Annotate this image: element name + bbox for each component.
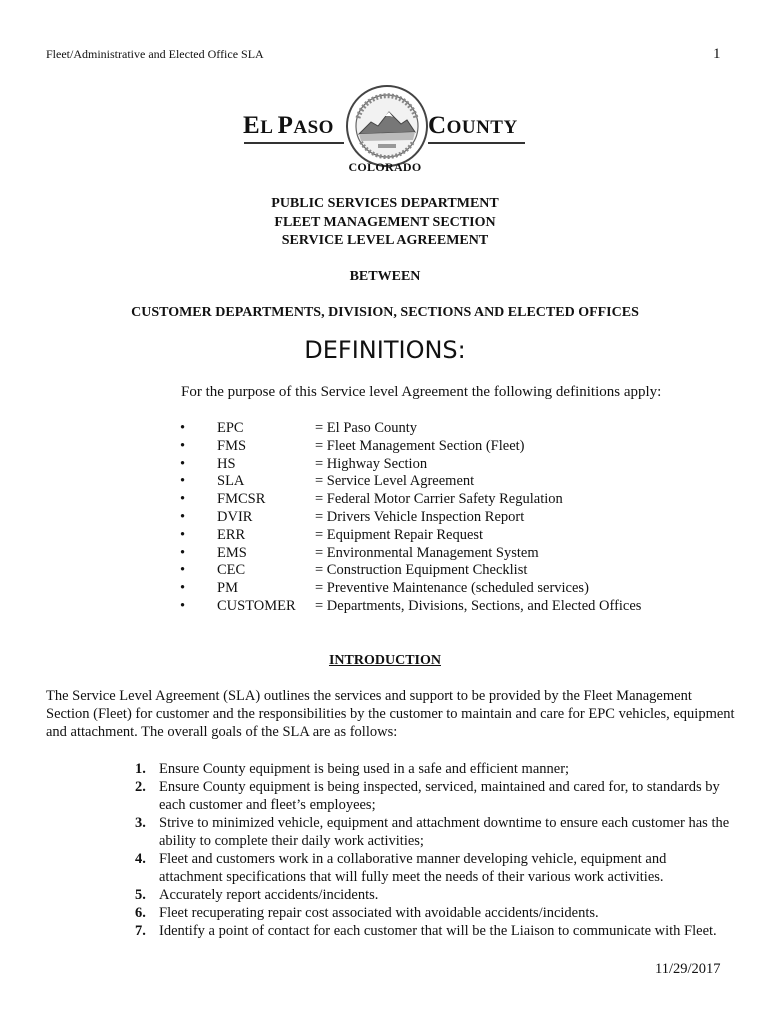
logo-underline-right	[428, 142, 525, 144]
bullet-icon: •	[180, 491, 186, 508]
definition-term: FMS	[217, 437, 247, 454]
goal-text: Ensure County equipment is being used in a safe and efficient manner;	[159, 761, 570, 777]
title-agreement: SERVICE LEVEL AGREEMENT	[281, 233, 489, 248]
bullet-icon: •	[180, 580, 186, 597]
bullet-icon: •	[180, 420, 186, 436]
definition-meaning: = Departments, Divisions, Sections, and Elected Offices	[315, 597, 642, 614]
goal-item	[130, 814, 730, 850]
definition-term: EMS	[217, 544, 247, 561]
introduction-heading: INTRODUCTION	[328, 653, 441, 668]
goal-item	[130, 904, 730, 922]
logo-state: COLORADO	[348, 160, 422, 174]
logo-letter-e: E	[243, 112, 261, 139]
goal-number: 2.	[135, 779, 146, 795]
footer-date: 11/29/2017	[655, 961, 721, 977]
goal-text: Strive to minimized vehicle, equipment and attachment downtime to ensure each customer has the ability to complete their daily work activities;	[159, 815, 730, 849]
definition-term: CUSTOMER	[217, 597, 296, 614]
logo-letter-c: C	[428, 112, 447, 139]
goal-item	[130, 850, 730, 886]
goal-text: Fleet recuperating repair cost associated with avoidable accidents/incidents.	[159, 905, 599, 921]
goal-number: 7.	[135, 923, 146, 939]
definition-term: ERR	[217, 526, 246, 543]
bullet-icon: •	[180, 544, 186, 561]
definition-term: HS	[217, 455, 236, 472]
goal-text: Identify a point of contact for each customer that will be the Liaison to communicate with Fleet.	[159, 923, 717, 939]
bullet-icon: •	[180, 437, 186, 454]
goal-number: 6.	[135, 905, 146, 921]
definition-term: DVIR	[217, 508, 253, 525]
logo-el-paso	[243, 112, 334, 140]
introduction-paragraph: The Service Level Agreement (SLA) outlines the services and support to be provided by the Fleet Management Section (Fleet) for customer and the responsibilities by the customer to maintain and care for EPC vehicles, equipment and attachment. The overall goals of the SLA are as follows:	[46, 688, 735, 740]
definitions-intro: For the purpose of this Service level Agreement the following definitions apply:	[181, 384, 662, 400]
definition-meaning: = Equipment Repair Request	[315, 526, 484, 543]
logo-letters-l: L	[260, 117, 278, 138]
definitions-heading: DEFINITIONS:	[304, 336, 466, 364]
goals-list	[130, 760, 730, 940]
definition-meaning: = El Paso County	[315, 420, 418, 436]
title-parties: CUSTOMER DEPARTMENTS, DIVISION, SECTIONS AND ELECTED OFFICES	[131, 305, 639, 320]
title-department: PUBLIC SERVICES DEPARTMENT	[271, 196, 499, 211]
title-between: BETWEEN	[349, 269, 421, 284]
definition-term: EPC	[217, 420, 244, 436]
logo-letters-aso: ASO	[293, 117, 334, 138]
title-section: FLEET MANAGEMENT SECTION	[274, 215, 496, 230]
bullet-icon: •	[180, 562, 186, 579]
goal-number: 1.	[135, 761, 146, 777]
page-number: 1	[713, 46, 721, 62]
definition-term: CEC	[217, 562, 246, 579]
logo-underline-left	[244, 142, 344, 144]
definition-meaning: = Highway Section	[315, 455, 428, 472]
running-header: Fleet/Administrative and Elected Office SLA	[46, 47, 264, 61]
definition-term: SLA	[217, 473, 245, 490]
goal-text: Accurately report accidents/incidents.	[159, 887, 379, 903]
goal-text: Fleet and customers work in a collaborative manner developing vehicle, equipment and attachment specifications that will fully meet the needs of their various work activities.	[159, 851, 667, 885]
logo-letter-p: P	[277, 112, 294, 139]
logo-county	[428, 112, 518, 140]
definition-meaning: = Preventive Maintenance (scheduled services)	[315, 580, 589, 597]
county-seal-icon	[345, 84, 429, 168]
goal-number: 3.	[135, 815, 146, 831]
bullet-icon: •	[180, 526, 186, 543]
definition-term: FMCSR	[217, 491, 266, 508]
definition-meaning: = Construction Equipment Checklist	[315, 562, 528, 579]
goal-number: 4.	[135, 851, 146, 867]
bullet-icon: •	[180, 455, 186, 472]
definition-meaning: = Fleet Management Section (Fleet)	[315, 437, 525, 454]
definition-meaning: = Federal Motor Carrier Safety Regulation	[315, 491, 563, 508]
goal-item	[130, 922, 730, 940]
goal-item	[130, 778, 730, 814]
goal-item	[130, 760, 730, 778]
goal-item	[130, 886, 730, 904]
definition-meaning: = Environmental Management System	[315, 544, 539, 561]
bullet-icon: •	[180, 597, 186, 614]
goal-number: 5.	[135, 887, 146, 903]
bullet-icon: •	[180, 473, 186, 490]
definition-term: PM	[217, 580, 238, 597]
logo-letters-ounty: OUNTY	[446, 117, 518, 138]
definition-meaning: = Service Level Agreement	[315, 473, 475, 490]
definition-meaning: = Drivers Vehicle Inspection Report	[315, 508, 525, 525]
bullet-icon: •	[180, 508, 186, 525]
goal-text: Ensure County equipment is being inspected, serviced, maintained and cared for, to standards by each customer and fleet’s employees;	[159, 779, 720, 813]
